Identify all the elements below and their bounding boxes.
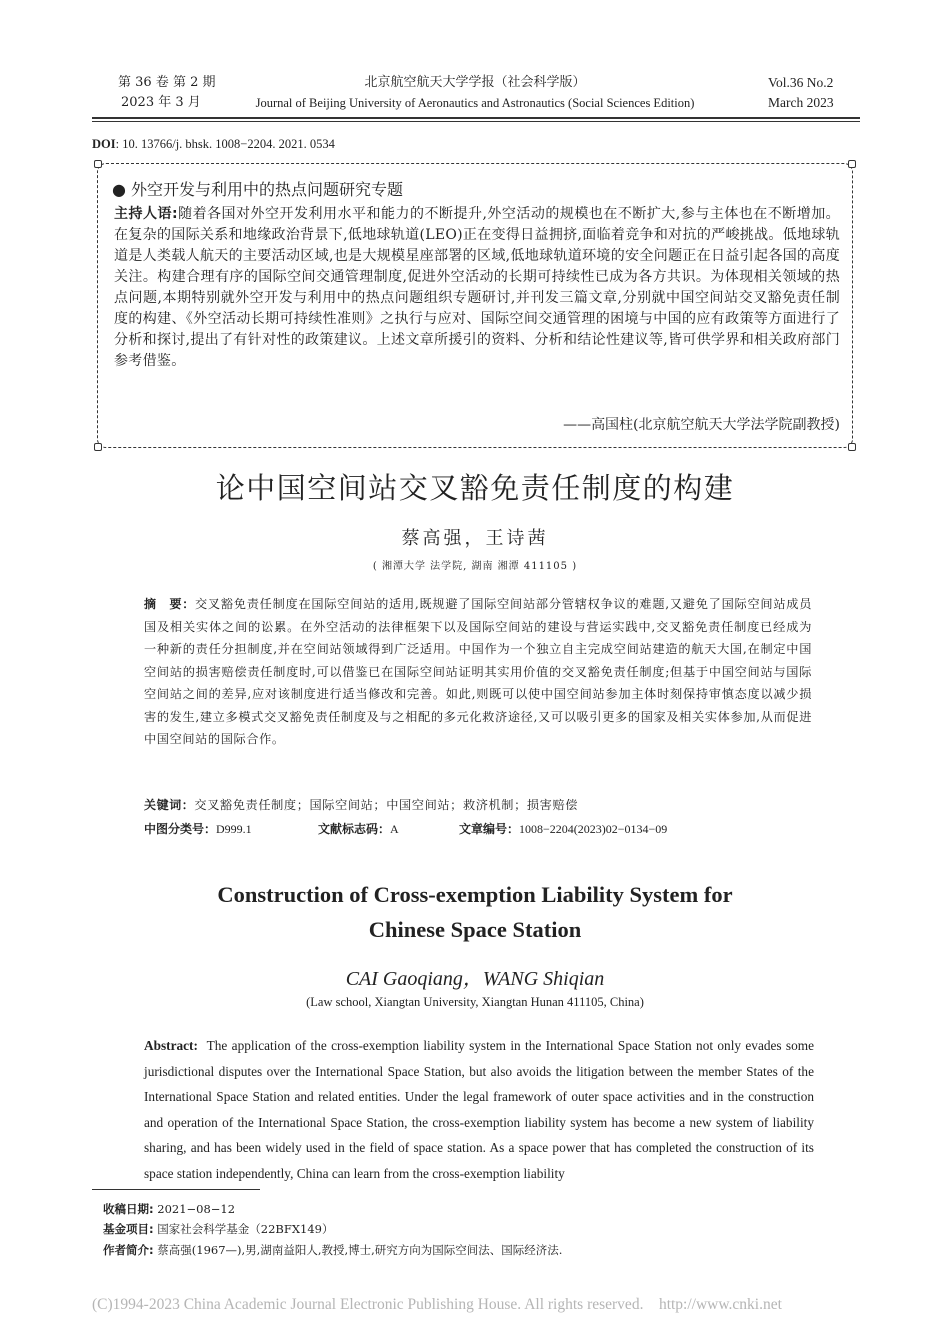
header-rule-thin [92,121,860,122]
keywords-text: 交叉豁免责任制度；国际空间站；中国空间站；救济机制；损害赔偿 [194,798,579,812]
abstract-en-label: Abstract: [144,1038,198,1053]
host-label: 主持人语: [114,206,178,222]
doc-code-value: A [390,822,399,836]
doc-code-label: 文献标志码： [318,822,391,836]
authors-en: CAI Gaoqiang，WANG Shiqian [345,968,605,990]
doi-label: DOI [92,137,116,151]
header-date-cn: 2023 年 3 月 [121,95,201,110]
document-code [318,820,399,837]
clc-number [144,820,252,837]
article-number [459,820,667,837]
article-title-cn: 论中国空间站交叉豁免责任制度的构建 [215,471,735,505]
box-corner [848,443,856,451]
clc-value: D999.1 [216,822,252,836]
author-value: 蔡高强(1967—),男,湖南益阳人,教授,博士,研究方向为国际空间法、国际经济法. [153,1243,563,1257]
host-column-title: ● 外空开发与利用中的热点问题研究专题 [112,180,404,199]
abstract-cn-text: 交叉豁免责任制度在国际空间站的适用,既规避了国际空间站部分管辖权争议的难题,又避免了国际空间站成员国及相关实体之间的讼累。在外空活动的法律框架下以及国际空间站的建设与营运实践中,交叉豁免责任制度已经成为一种新的责任分担制度,并在空间站领域得到广泛适用。中国作为一个独立自主完成空间站建造的航天大国,在制定中国空间站的损害赔偿责任制度时,可以借鉴已在国际空间站证明其实用价值的交叉豁免责任制度;但基于中国空间站与国际空间站之间的差异,应对该制度进行适当修改和完善。如此,则既可以使中国空间站参加主体时刻保持审慎态度以减少损害的发生,建立多模式交叉豁免责任制度及与之相配的多元化救济途径,又可以吸引更多的国家及相关实体参加,从而促进中国空间站的国际合作。 [144,597,812,746]
author-label: 作者简介: [103,1243,154,1257]
received-value: 2021−08−12 [153,1202,236,1216]
clc-label: 中图分类号： [144,822,217,836]
article-no-value: 1008−2204(2023)02−0134−09 [519,822,668,836]
box-corner [94,443,102,451]
header-rule-thick [92,117,860,119]
title-en-line2: Chinese Space Station [368,917,582,942]
header-journal-cn: 北京航空航天大学学报（社会科学版） [364,75,586,90]
keywords-cn [144,796,578,813]
footnote-rule [92,1189,260,1190]
footnote-fund [103,1221,333,1237]
abstract-cn-label: 摘 要： [144,597,195,611]
abstract-en-text: The application of the cross-exemption liability system in the International Space Station not only evades some jurisdictional disputes over the International Space Station, but also avoids the litigation between the member States of the International Space Station and related entities. Under the legal framework of outer space activities and in the construction and operation of the International Space Station, the cross-exemption liability system has become a new system of liability sharing, and has been widely used in the field of space station. As a space power that has completed the construction of its space station independently, China can learn from the cross-exemption liability [144,1038,814,1181]
abstract-cn [144,593,812,751]
host-text: 随着各国对外空开发利用水平和能力的不断提升,外空活动的规模也在不断扩大,参与主体也在不断增加。在复杂的国际关系和地缘政治背景下,低地球轨道(LEO)正在变得日益拥挤,面临着竞争和对抗的严峻挑战。低地球轨道是人类载人航天的主要活动区域,也是大规模星座部署的区域,低地球轨道环境的安全问题正在日益引起各国的高度关注。构建合理有序的国际空间交通管理制度,促进外空活动的长期可持续性已成为各方共识。为体现相关领域的热点问题,本期特别就外空开发与利用中的热点问题组织专题研讨,并刊发三篇文章,分别就中国空间站交叉豁免责任制度的构建、《外空活动长期可持续性准则》之执行与应对、国际空间交通管理的困境与中国的应有政策等方面进行了分析和探讨,提出了有针对性的政策建议。上述文章所援引的资料、分析和结论性建议等,皆可供学界和相关政府部门参考借鉴。 [114,206,840,369]
footnote-author [103,1242,562,1258]
doi-line [92,137,335,152]
header-volume-en: Vol.36 No.2 [768,75,834,90]
keywords-label: 关键词： [144,798,195,812]
fund-label: 基金项目: [103,1222,154,1236]
affiliation-en: (Law school, Xiangtan University, Xiangtan Hunan 411105, China) [306,995,644,1009]
copyright-notice: (C)1994-2023 China Academic Journal Electronic Publishing House. All rights reserved. http://www.cnki.net [92,1296,782,1313]
article-title-en [0,877,950,947]
article-no-label: 文章编号： [459,822,520,836]
header-volume-cn: 第 36 卷 第 2 期 [118,75,216,90]
received-label: 收稿日期: [103,1202,154,1216]
authors-cn: 蔡高强，王诗茜 [401,528,549,549]
header-date-en: March 2023 [768,95,834,110]
affiliation-cn: ( 湘潭大学 法学院, 湖南 湘潭 411105 ) [372,561,578,572]
fund-value: 国家社会科学基金（22BFX149） [153,1222,334,1236]
footnote-received [103,1201,235,1217]
box-corner [848,160,856,168]
box-corner [94,160,102,168]
abstract-en [144,1033,814,1186]
host-signature: ——高国柱(北京航空航天大学法学院副教授) [563,417,840,433]
host-column-text [114,204,840,372]
title-en-line1: Construction of Cross-exemption Liability System for [217,882,733,907]
header-journal-en: Journal of Beijing University of Aeronautics and Astronautics (Social Sciences Edition) [255,96,695,110]
doi-value: : 10. 13766/j. bhsk. 1008−2204. 2021. 0534 [115,137,335,151]
